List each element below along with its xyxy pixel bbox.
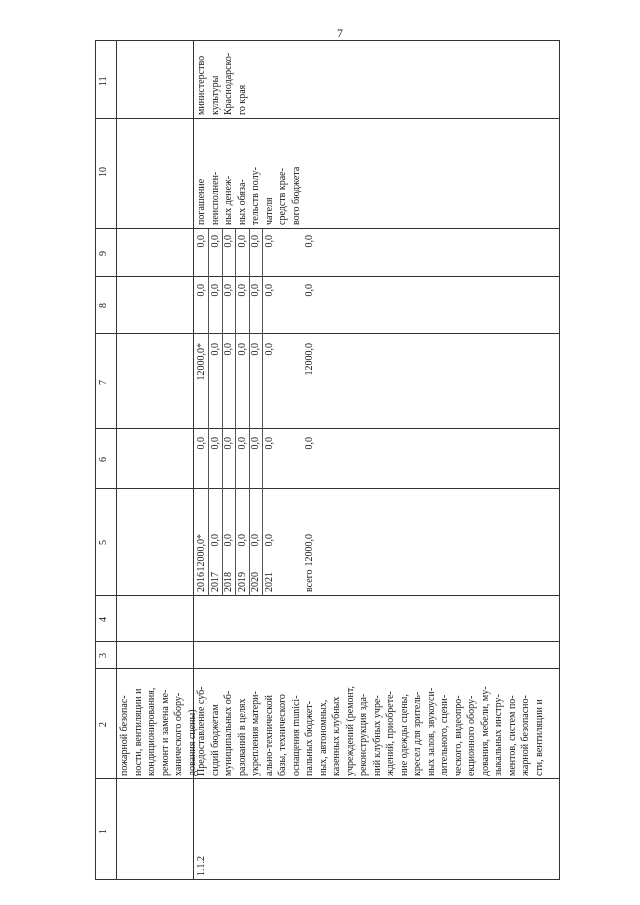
text-line: реконструкция зда- [358, 693, 369, 776]
value-cell: 0,0 [263, 284, 275, 297]
rotated-table-frame [95, 40, 560, 880]
text-line: пальных бюджет- [304, 700, 315, 776]
col10-description [195, 167, 303, 225]
year-cell: 2020 [250, 572, 261, 592]
total-col6: 0,0 [304, 437, 315, 450]
header-col-1: 1 [98, 829, 109, 834]
header-divider [116, 41, 117, 879]
total-col5: 12000,0 [304, 534, 315, 567]
value-cell: 0,0 [250, 235, 261, 248]
value-cell: 0,0 [196, 437, 207, 450]
row-rule [222, 229, 223, 596]
text-line: ремонт и замена ме- [159, 689, 171, 776]
text-line: дования сцены) [186, 709, 198, 776]
text-line: ханического обору- [173, 692, 184, 776]
text-line: ных обяза- [236, 179, 248, 225]
total-col9: 0,0 [304, 235, 315, 248]
text-line: го края [236, 84, 248, 115]
total-label: всего [304, 569, 315, 592]
value-cell: 12000,0* [196, 534, 207, 572]
total-col8: 0,0 [304, 284, 315, 297]
row-rule [249, 229, 250, 596]
text-line: пожарной безопас- [119, 695, 130, 776]
prev-item-description [118, 688, 199, 776]
value-cell: 0,0 [209, 284, 221, 297]
page-number: 7 [337, 26, 343, 40]
text-line: ных, автономных, [317, 699, 329, 776]
value-cell: 12000,0* [196, 343, 207, 381]
text-line: Краснодарско- [223, 52, 234, 115]
value-cell: 0,0 [223, 235, 234, 248]
header-col-10: 10 [98, 167, 109, 177]
text-line: дования, мебели, му- [479, 686, 491, 776]
value-cell: 0,0 [250, 437, 261, 450]
value-cell: 0,0 [263, 235, 275, 248]
text-line: кондиционирования, [146, 687, 157, 776]
text-line: кресел для зритель- [412, 691, 423, 776]
col-divider [96, 641, 559, 642]
text-line: Предоставление суб- [196, 686, 207, 776]
value-cell: 0,0 [250, 343, 261, 356]
value-cell: 0,0 [263, 437, 275, 450]
year-cell: 2019 [236, 572, 248, 592]
value-cell: 0,0 [236, 235, 248, 248]
text-line: ных денеж- [223, 175, 234, 225]
text-line: культуры [209, 75, 221, 115]
item-description [195, 686, 546, 776]
text-line: вого бюджета [290, 166, 302, 225]
value-cell: 0,0 [209, 437, 221, 450]
text-line: ально-технической [263, 695, 275, 776]
value-cell: 0,0 [250, 284, 261, 297]
col-divider [96, 276, 559, 277]
text-line: жарной безопасно- [520, 695, 531, 776]
text-line: лительного, сцени- [439, 694, 450, 776]
text-line: зыкальных инстру- [493, 694, 504, 776]
value-cell: 0,0 [236, 437, 248, 450]
value-cell: 0,0 [223, 343, 234, 356]
value-cell: 0,0 [263, 343, 275, 356]
col-divider [96, 488, 559, 489]
text-line: неисполнен- [209, 171, 221, 225]
program-table [95, 40, 560, 880]
value-cell: 0,0 [196, 284, 207, 297]
value-cell: 0,0 [209, 343, 221, 356]
value-cell: 0,0 [209, 534, 221, 547]
item-number: 1.1.2 [196, 856, 207, 876]
text-line: средств крае- [277, 168, 288, 225]
text-line: учреждений (ремонт, [344, 685, 356, 776]
value-cell: 0,0 [236, 284, 248, 297]
text-line: сидий бюджетам [209, 704, 221, 776]
col11-responsible [195, 53, 249, 115]
header-col-8: 8 [98, 303, 109, 308]
col-divider [96, 118, 559, 119]
header-col-11: 11 [98, 76, 109, 86]
text-line: разований в целях [236, 698, 248, 776]
col-divider [96, 428, 559, 429]
text-line: муниципальных об- [223, 690, 234, 776]
year-cell: 2018 [223, 572, 234, 592]
header-col-6: 6 [98, 457, 109, 462]
text-line: ний клубных учре- [371, 695, 383, 776]
col-divider [96, 333, 559, 334]
text-line: ждений, приобрете- [385, 691, 396, 776]
header-col-2: 2 [98, 722, 109, 727]
header-col-3: 3 [98, 653, 109, 658]
value-cell: 0,0 [196, 235, 207, 248]
value-cell: 0,0 [223, 534, 234, 547]
text-line: погашение [196, 178, 207, 225]
text-line: сти, вентиляции и [533, 699, 545, 776]
text-line: министерство [196, 55, 207, 115]
year-cell: 2017 [209, 572, 221, 592]
header-col-5: 5 [98, 540, 109, 545]
header-col-9: 9 [98, 251, 109, 256]
value-cell: 0,0 [236, 534, 248, 547]
year-cell: 2016 [196, 572, 207, 592]
text-line: оснащения munici- [290, 695, 302, 776]
row-rule [208, 229, 209, 596]
year-cell: 2021 [263, 572, 275, 592]
text-line: екционного обору- [466, 695, 477, 776]
col-divider [96, 778, 559, 779]
header-col-7: 7 [98, 380, 109, 385]
text-line: ных залов, звукоуси- [425, 687, 437, 776]
text-line: ментов, систем по- [506, 695, 518, 776]
text-line: укрепления матери- [250, 691, 261, 776]
col-divider [96, 595, 559, 596]
text-line: чателя [263, 197, 275, 225]
col-divider [96, 228, 559, 229]
text-line: базы, технического [277, 694, 288, 776]
row-rule [235, 229, 236, 596]
text-line: ние одежды сцены, [398, 694, 410, 776]
total-col7: 12000,0 [304, 343, 315, 376]
text-line: тельств полу- [250, 167, 261, 225]
value-cell: 0,0 [223, 437, 234, 450]
text-line: ности, вентиляции и [132, 688, 144, 776]
text-line: ческого, видеопро- [452, 695, 464, 776]
text-line: казенных клубных [331, 696, 342, 776]
value-cell: 0,0 [223, 284, 234, 297]
row-rule [262, 229, 263, 596]
value-cell: 0,0 [263, 534, 275, 547]
value-cell: 0,0 [236, 343, 248, 356]
header-col-4: 4 [98, 617, 109, 622]
value-cell: 0,0 [250, 534, 261, 547]
col-divider [96, 668, 559, 669]
value-cell: 0,0 [209, 235, 221, 248]
